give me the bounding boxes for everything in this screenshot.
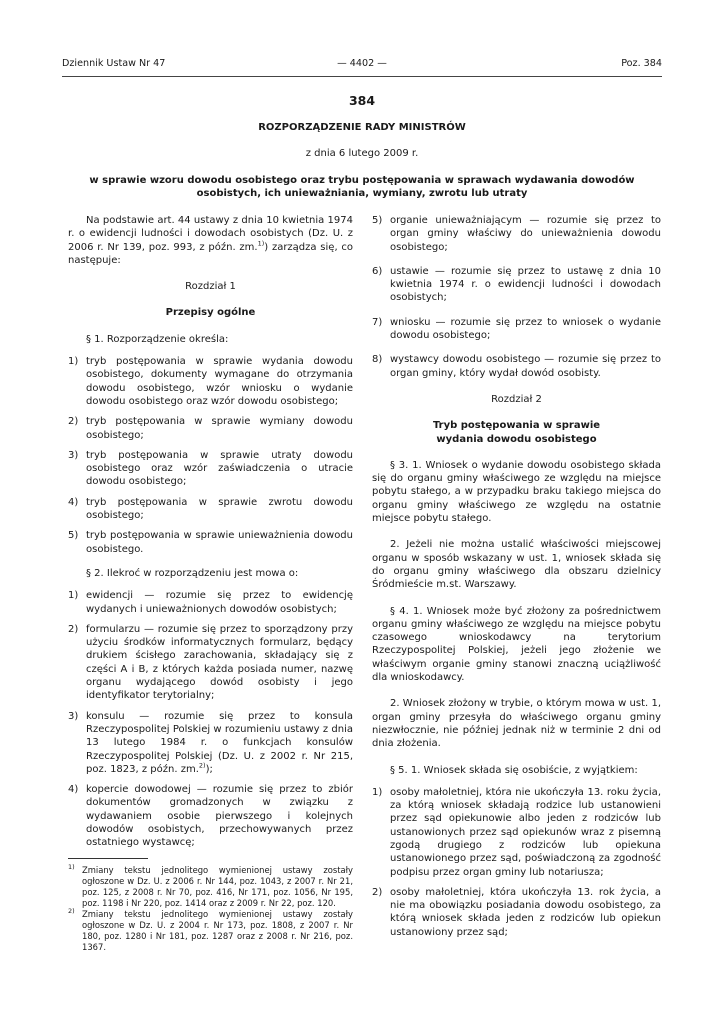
list-item: 5) organie unieważniającym — rozumie się przez to organ gminy właściwy do unieważnienia dowodu osobistego; — [372, 215, 661, 253]
intro-paragraph: Na podstawie art. 44 ustawy z dnia 10 kwietnia 1974 r. o ewidencji ludności i dowodach osobistych (Dz. U. z 2006 r. Nr 139, poz. 993, z późn. zm.$^{1)}$) zarządza się, co następuje: — [68, 215, 353, 266]
act-date: z dnia 6 lutego 2009 r. — [305, 148, 419, 159]
chapter-1-title: Przepisy ogólne — [165, 307, 256, 319]
page-number: — 4402 — — [337, 58, 387, 69]
position-number: Poz. 384 — [621, 58, 662, 69]
list-item: 4) tryb postępowania w sprawie zwrotu dowodu osobistego; — [68, 496, 353, 522]
chapter-2-title: Tryb postępowania w sprawie wydania dowodu osobistego — [432, 420, 601, 445]
left-column — [68, 214, 353, 953]
list-item: 7) wniosku — rozumie się przez to wniosek o wydanie dowodu osobistego; — [372, 316, 661, 342]
chapter-2-heading: Rozdział 2 — [491, 393, 542, 405]
section-4-paragraph-1: § 4. 1. Wniosek może być złożony za pośrednictwem organu gminy właściwego ze względu na miejsce pobytu czasowego wnioskodawcy na terytorium Rzeczypospolitej Polskiej, jeżeli jego złożenie we właściwym organie gminy stanowi znaczną uciążliwość dla wnioskodawcy. — [372, 605, 661, 684]
section-5-lead: § 5. 1. Wniosek składa się osobiście, z wyjątkiem: — [390, 764, 638, 776]
section-1-lead: § 1. Rozporządzenie określa: — [86, 333, 229, 345]
section-3-paragraph-2: 2. Jeżeli nie można ustalić właściwości miejscowej organu w sposób wskazany w ust. 1, wniosek składa się do organu gminy właściwego dla obszaru dzielnicy Śródmieście m.st. Warszawy. — [372, 539, 661, 591]
list-item: 1) ewidencji — rozumie się przez to ewidencję wydanych i unieważnionych dowodów osobistych; — [68, 590, 353, 615]
section-3-paragraph-1: § 3. 1. Wniosek o wydanie dowodu osobistego składa się do organu gminy właściwego ze względu na miejsce pobytu stałego, a w przypadku braku takiego miejsca do organu gminy właściwego ze względu na ostatnie miejsce pobytu stałego. — [372, 459, 661, 525]
list-item: 5) tryb postępowania w sprawie unieważnienia dowodu osobistego. — [68, 530, 353, 555]
list-item: 1) osoby małoletniej, która nie ukończyła 13. roku życia, za którą wniosek składają rodzice lub ustanowieni przez sąd opiekunowie albo jeden z rodziców lub ustanowionych przez sąd opiekunów wraz z pisemną zgodą drugiego z rodziców lub opiekuna ustanowionego przez sąd, poświadczoną za zgodność podpisu przez organ gminy lub notariusza; — [372, 786, 661, 878]
list-item: 3) tryb postępowania w sprawie utraty dowodu osobistego oraz wzór zaświadczenia o utracie dowodu osobistego; — [68, 449, 353, 488]
footnote: $^{2)}$ Zmiany tekstu jednolitego wymienionej ustawy zostały ogłoszone w Dz. U. z 2004 r. Nr 173, poz. 1808, z 2007 r. Nr 180, poz. 1280 i Nr 181, poz. 1287 oraz z 2008 r. Nr 216, poz. 1367. — [68, 906, 353, 952]
footnote: $^{1)}$ Zmiany tekstu jednolitego wymienionej ustawy zostały ogłoszone w Dz. U. z 2006 r. Nr 144, poz. 1043, z 2007 r. Nr 21, poz. 125, z 2008 r. Nr 70, poz. 416, Nr 171, poz. 1056, Nr 195, poz. 1198 i Nr 220, poz. 1414 oraz z 2009 r. Nr 22, poz. 120. — [68, 862, 353, 908]
list-item: 3) konsulu — rozumie się przez to konsula Rzeczypospolitej Polskiej w rozumieniu ustawy z dnia 13 lutego 1984 r. o funkcjach konsulów Rzeczypospolitej Polskiej (Dz. U. z 2002 r. Nr 215, poz. 1823, z późn. zm.$^{2)}$); — [68, 710, 353, 775]
section-4-paragraph-2: 2. Wniosek złożony w trybie, o którym mowa w ust. 1, organ gminy przesyła do właściwego organu gminy niezwłocznie, nie później jednak niż w terminie 2 dni od dnia złożenia. — [372, 698, 661, 750]
running-header — [62, 58, 662, 74]
act-subject: w sprawie wzoru dowodu osobistego oraz trybu postępowania w sprawach wydawania dowodów osobistych, ich unieważniania, wymiany, zwrotu lub utraty — [89, 175, 635, 199]
list-item: 8) wystawcy dowodu osobistego — rozumie się przez to organ gminy, który wydał dowód osobisty. — [372, 354, 661, 379]
chapter-1-heading: Rozdział 1 — [185, 281, 236, 293]
list-item: 2) tryb postępowania w sprawie wymiany dowodu osobistego; — [68, 416, 353, 441]
act-title: ROZPORZĄDZENIE RADY MINISTRÓW — [258, 122, 466, 133]
footnote-rule — [68, 858, 148, 859]
list-item: 4) kopercie dowodowej — rozumie się przez to zbiór dokumentów gromadzonych w związku z wydawaniem osobie pierwszego i kolejnych dowodów osobistych, przechowywanych przez ostatniego wystawcę; — [68, 784, 353, 849]
journal-name: Dziennik Ustaw Nr 47 — [62, 58, 166, 69]
list-item: 2) formularzu — rozumie się przez to sporządzony przy użyciu środków informatycznych formularz, będący drukiem ścisłego zarachowania, składający się z części A i B, z których każda posiada numer, nazwę organu wydającego dowód osobisty i jego identyfikator terytorialny; — [68, 623, 353, 702]
section-2-lead: § 2. Ilekroć w rozporządzeniu jest mowa o: — [86, 567, 299, 579]
act-number: 384 — [348, 93, 376, 108]
header-rule — [62, 76, 662, 77]
list-item: 6) ustawie — rozumie się przez to ustawę z dnia 10 kwietnia 1974 r. o ewidencji ludności i dowodach osobistych; — [372, 265, 661, 304]
right-column — [372, 214, 661, 939]
list-item: 2) osoby małoletniej, która ukończyła 13. rok życia, a nie ma obowiązku posiadania dowodu osobistego, za którą wniosek składa jeden z rodziców lub opiekun ustanowiony przez sąd; — [372, 886, 661, 938]
list-item: 1) tryb postępowania w sprawie wydania dowodu osobistego, dokumenty wymagane do otrzymania dowodu osobistego, wzór wniosku o wydanie dowodu osobistego oraz wzór dowodu osobistego; — [68, 356, 353, 407]
